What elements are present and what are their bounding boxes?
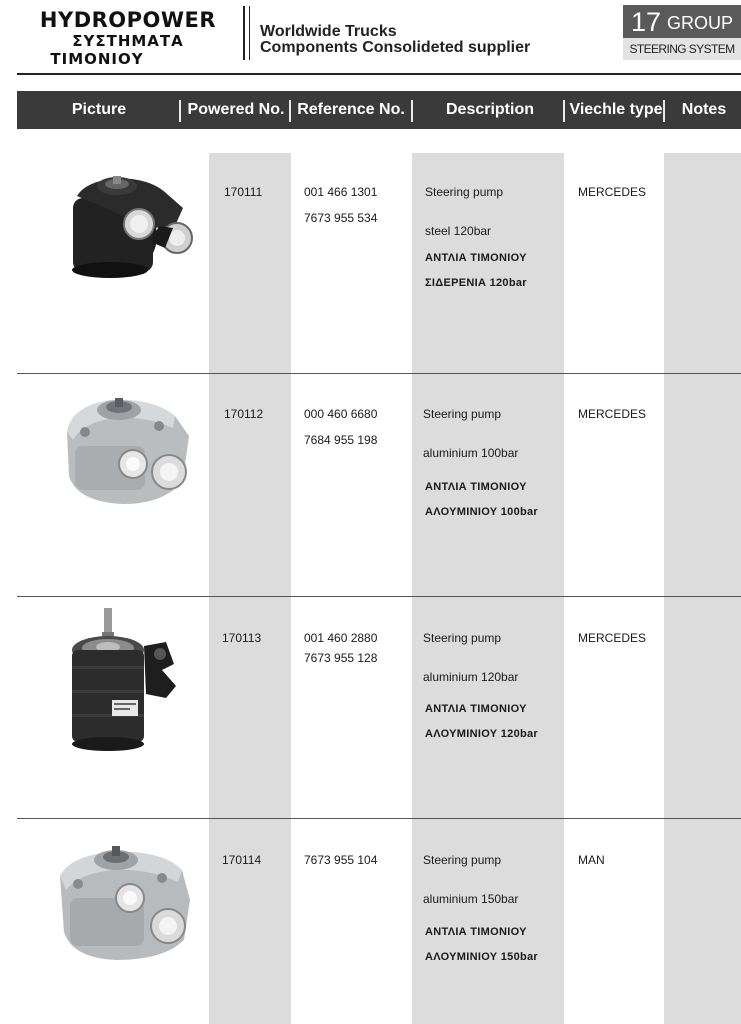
powered-no-170112: 170112 [224,407,264,421]
powered-no-170114: 170114 [222,853,262,867]
vehicle-type: MAN [578,853,605,867]
column-divider [289,100,291,122]
tagline [260,24,530,56]
greek-material: ΑΛΟΥΜΙΝΙΟΥ 100bar [425,506,539,518]
product-image-steering-pump [62,606,187,759]
greek-material: ΑΛΟΥΜΙΝΙΟΥ 150bar [425,951,539,963]
reference-no: 001 466 1301 [304,185,378,199]
product-image-steering-pump [52,840,197,970]
reference-no: 7673 955 104 [304,853,378,867]
vehicle-type: MERCEDES [578,185,647,199]
reference-no: 7673 955 128 [304,651,378,665]
group-label: GROUP [667,13,734,33]
product-image-steering-pump [55,392,200,517]
description-text: Steering pump [423,407,502,421]
column-header-notes: Notes [681,101,727,118]
powered-no-170113: 170113 [222,631,262,645]
row-divider [17,818,741,819]
material-text: steel 120bar [425,224,492,238]
column-header-reference-no: Reference No. [297,101,405,118]
column-header-description: Description [445,101,534,118]
row-divider [17,596,741,597]
brand-subtitle-1: ΣΥΣΤΗΜΑΤΑ [72,32,184,50]
brand-subtitle-2: ΤΙΜΟΝΙΟΥ [50,50,144,68]
header-rule [17,73,741,75]
column-header-vehicle-type: Viechle type [569,101,663,118]
group-number: 17 [631,7,662,37]
header-divider-thin [249,6,250,60]
reference-no: 000 460 6680 [304,407,378,421]
vehicle-type: MERCEDES [578,407,647,421]
greek-material: ΣΙΔΕΡΕΝΙΑ 120bar [425,277,527,289]
vehicle-type: MERCEDES [578,631,647,645]
product-image-steering-pump [55,168,200,288]
table-header [17,91,741,129]
greek-description: ΑΝΤΛΙΑ ΤΙΜΟΝΙΟΥ [425,926,527,938]
greek-material: ΑΛΟΥΜΙΝΙΟΥ 120bar [425,728,539,740]
reference-no: 7684 955 198 [304,433,378,447]
powered-no-170111: 170111 [224,185,263,199]
material-text: aluminium 100bar [423,446,519,460]
material-text: aluminium 120bar [423,670,519,684]
tagline-line-2: Components Consolideted supplier [260,39,531,56]
column-divider [411,100,413,122]
brand-logo [18,8,238,68]
group-subtitle: STEERING SYSTEM [623,38,741,60]
column-header-picture: Picture [71,101,127,118]
description-text: Steering pump [423,853,502,867]
brand-name: HYDROPOWER [39,8,217,32]
column-divider [663,100,665,122]
column-divider [179,100,181,122]
tagline-line-1: Worldwide Trucks [260,23,397,40]
reference-no: 001 460 2880 [304,631,378,645]
greek-description: ΑΝΤΛΙΑ ΤΙΜΟΝΙΟΥ [425,703,527,715]
row-divider [17,373,741,374]
description-text: Steering pump [425,185,504,199]
description-text: Steering pump [423,631,502,645]
reference-no: 7673 955 534 [304,211,378,225]
column-header-powered-no: Powered No. [187,101,285,118]
greek-description: ΑΝΤΛΙΑ ΤΙΜΟΝΙΟΥ [425,252,527,264]
notes-column-shade [664,153,741,1024]
powered-no-column-shade [209,153,291,1024]
greek-description: ΑΝΤΛΙΑ ΤΙΜΟΝΙΟΥ [425,481,527,493]
header-divider [243,6,245,60]
material-text: aluminium 150bar [423,892,519,906]
group-badge [623,5,741,38]
